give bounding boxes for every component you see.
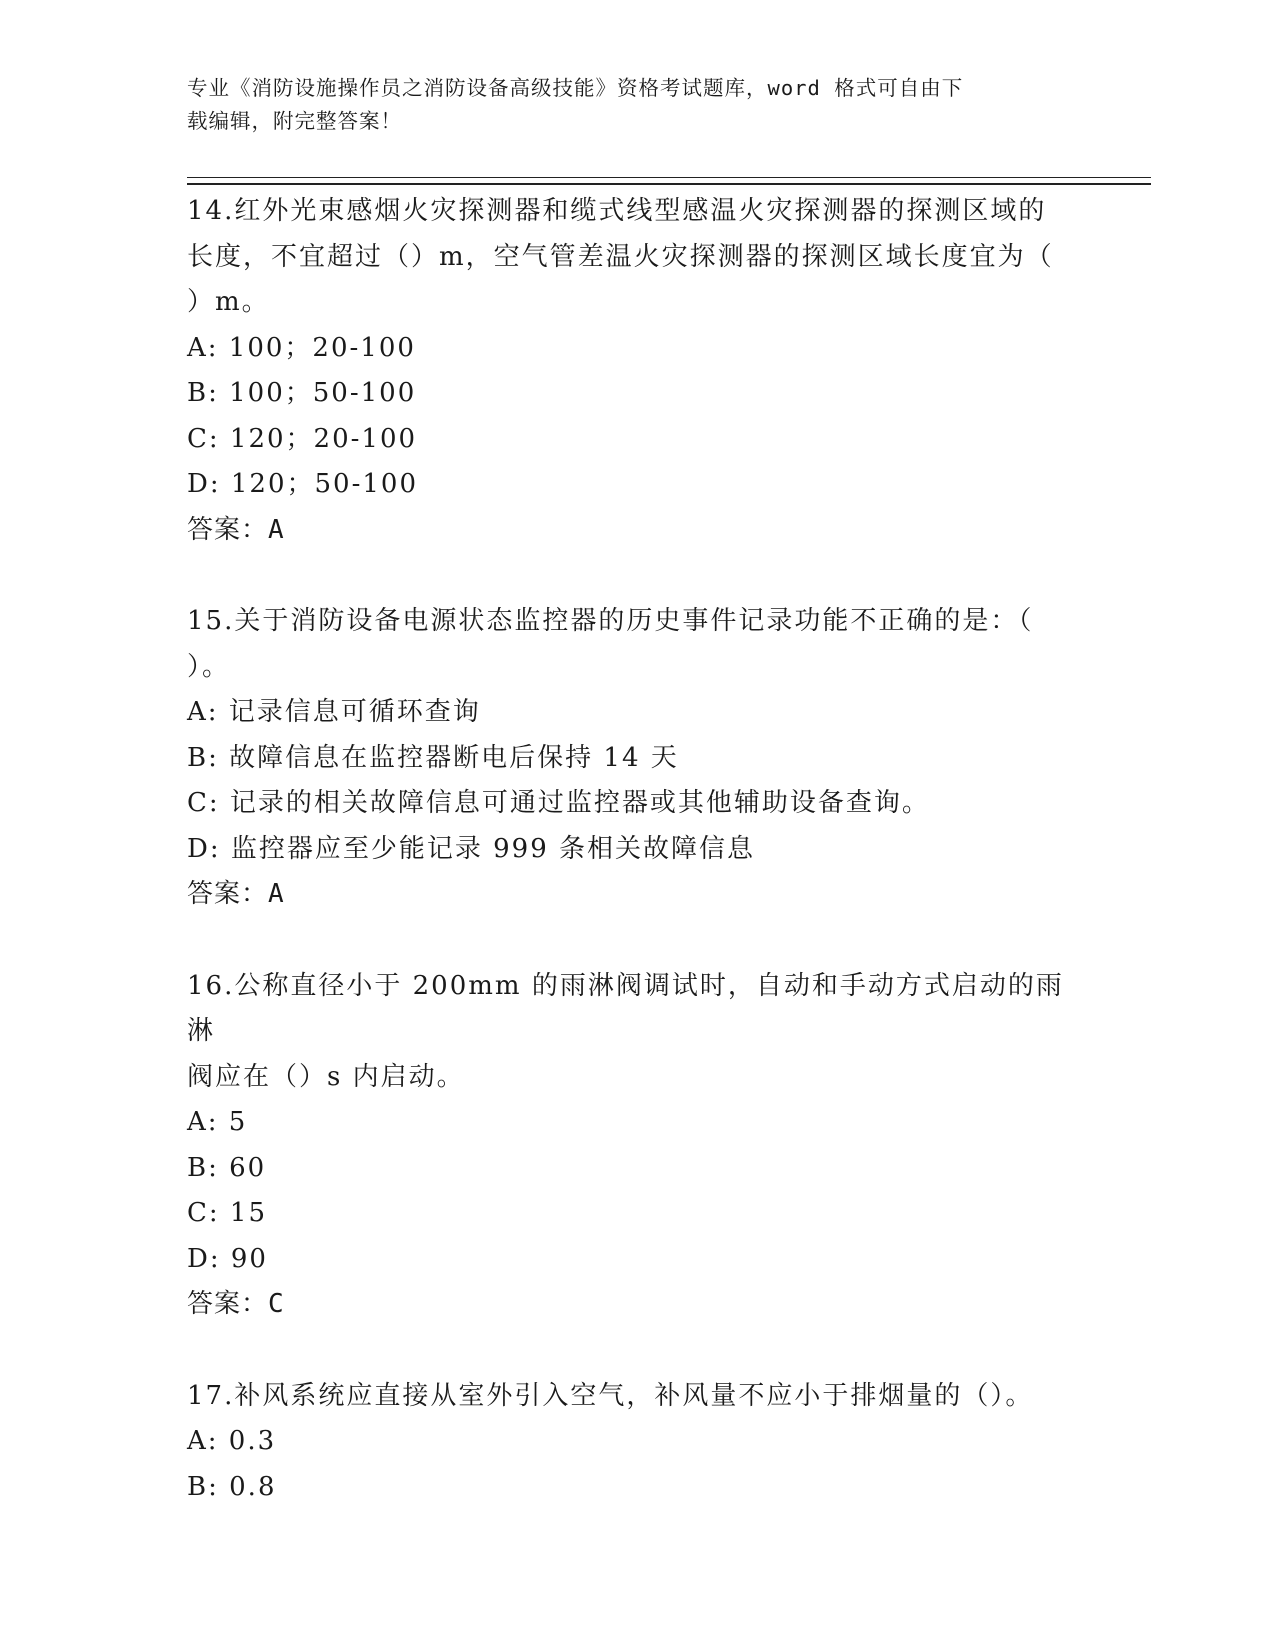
question-17 [187, 1374, 1087, 1511]
option-b: B: 100；50-100 [187, 378, 417, 408]
option-a: A: 100；20-100 [187, 332, 416, 363]
header-line-1: 专业《消防设施操作员之消防设备高级技能》资格考试题库，word 格式可自由下 [187, 76, 964, 100]
option-c: C: 120；20-100 [187, 423, 418, 454]
option-b: B: 60 [187, 1152, 267, 1183]
question-list [187, 189, 1087, 1510]
option-c: C: 15 [187, 1198, 268, 1228]
option-c: C: 记录的相关故障信息可通过监控器或其他辅助设备查询。 [187, 788, 930, 818]
option-a: A: 记录信息可循环查询 [187, 697, 481, 727]
document-header [187, 72, 1067, 138]
option-b: B: 故障信息在监控器断电后保持 14 天 [187, 742, 679, 773]
header-divider-thick [187, 183, 1151, 185]
question-16 [187, 964, 1087, 1328]
answer: 答案：A [187, 879, 285, 909]
spacer [187, 918, 1087, 964]
question-stem-line: ）m。 [187, 287, 270, 317]
option-d: D: 监控器应至少能记录 999 条相关故障信息 [187, 833, 756, 864]
spacer [187, 1328, 1087, 1374]
header-divider-thin [187, 177, 1151, 178]
question-stem-line: 17.补风系统应直接从室外引入空气，补风量不应小于排烟量的（）。 [187, 1380, 1034, 1411]
option-d: D: 90 [187, 1243, 268, 1274]
question-stem-line: 16.公称直径小于 200mm 的雨淋阀调试时，自动和手动方式启动的雨淋 [187, 970, 1064, 1046]
question-stem-line: 长度，不宜超过（）m，空气管差温火灾探测器的探测区域长度宜为（ [187, 241, 1054, 272]
answer: 答案：C [187, 1289, 285, 1319]
option-a: A: 5 [187, 1107, 248, 1137]
option-a: A: 0.3 [187, 1426, 277, 1456]
option-b: B: 0.8 [187, 1471, 277, 1502]
option-d: D: 120；50-100 [187, 469, 418, 499]
answer: 答案：A [187, 514, 285, 545]
question-stem-line: ）。 [187, 651, 231, 682]
question-15 [187, 599, 1087, 918]
header-line-2: 载编辑，附完整答案！ [187, 109, 402, 133]
question-stem-line: 阀应在（）s 内启动。 [187, 1061, 465, 1092]
question-14 [187, 189, 1087, 553]
question-stem-line: 15.关于消防设备电源状态监控器的历史事件记录功能不正确的是：（ [187, 606, 1034, 636]
spacer [187, 553, 1087, 599]
question-stem-line: 14.红外光束感烟火灾探测器和缆式线型感温火灾探测器的探测区域的 [187, 196, 1047, 226]
